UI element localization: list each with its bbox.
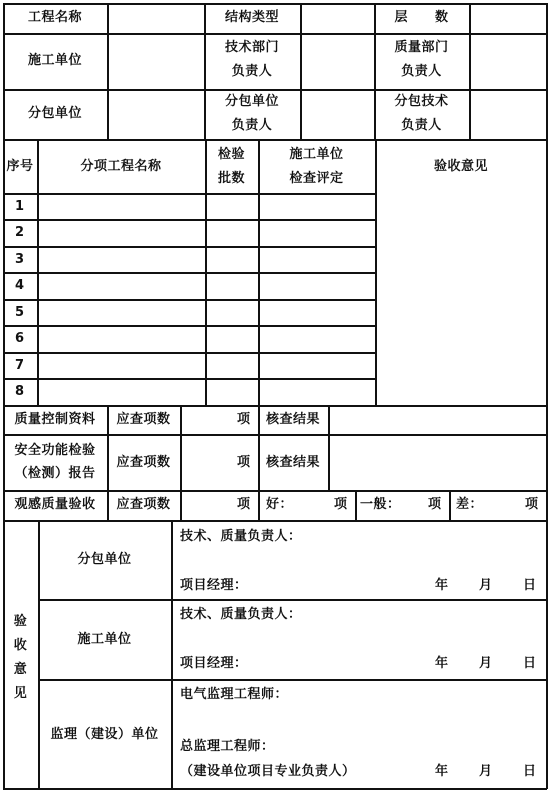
frame-right (546, 3, 548, 789)
sub-tech-head-label-1: 分包技术 (394, 94, 449, 109)
project-manager-label: 项目经理： (180, 656, 248, 671)
construction-unit-label: 施工单位 (27, 53, 82, 68)
electrical-supervisor-label: 电气监理工程师： (180, 687, 289, 702)
row-number: 1 (15, 199, 25, 214)
chief-supervisor-label: 总监理工程师： (180, 739, 275, 754)
row-number: 8 (15, 384, 25, 399)
col-seq-header: 序号 (6, 159, 34, 174)
frame-top (3, 3, 547, 5)
floors-label: 层 数 (394, 10, 449, 25)
should-check-label: 应查项数 (116, 412, 171, 427)
supervision-sign-unit: 监理（建设）单位 (50, 727, 159, 742)
row-number: 2 (15, 225, 25, 240)
tech-quality-head-label: 技术、质量负责人： (180, 607, 302, 622)
row-number: 4 (15, 278, 25, 293)
item-unit: 项 (237, 497, 251, 512)
structure-type-label: 结构类型 (224, 10, 279, 25)
day-label: 日 (523, 578, 537, 593)
row-number: 5 (15, 305, 25, 320)
col-batch-header-2: 批数 (217, 171, 245, 186)
acceptance-label-char: 见 (13, 686, 28, 701)
item-unit: 项 (237, 412, 251, 427)
item-unit: 项 (237, 455, 251, 470)
acceptance-label-char: 意 (13, 662, 28, 677)
col-eval-header-2: 检查评定 (289, 171, 344, 186)
col-batch-header-1: 检验 (217, 147, 245, 162)
item-unit: 项 (334, 497, 348, 512)
day-label: 日 (523, 656, 537, 671)
col-name-header: 分项工程名称 (80, 159, 162, 174)
acceptance-label-char: 收 (13, 638, 28, 653)
check-result-label: 核查结果 (265, 412, 320, 427)
sub-unit-head-label-2: 负责人 (231, 118, 273, 133)
col-eval-header-1: 施工单位 (289, 147, 344, 162)
project-manager-label: 项目经理： (180, 578, 248, 593)
poor-label: 差： (456, 497, 484, 512)
row-number: 6 (15, 331, 25, 346)
quality-docs-label: 质量控制资料 (14, 412, 96, 427)
row-number: 3 (15, 252, 25, 267)
month-label: 月 (479, 764, 493, 779)
safety-check-label-1: 安全功能检验 (14, 443, 96, 458)
year-label: 年 (435, 656, 449, 671)
year-label: 年 (435, 578, 449, 593)
sub-unit-head-label-1: 分包单位 (224, 94, 279, 109)
item-unit: 项 (525, 497, 539, 512)
normal-label: 一般： (360, 497, 401, 512)
good-label: 好： (266, 497, 294, 512)
tech-dept-head-label-2: 负责人 (231, 64, 273, 79)
quality-dept-head-label-2: 负责人 (401, 64, 442, 79)
month-label: 月 (479, 578, 493, 593)
construction-sign-unit: 施工单位 (77, 632, 132, 647)
frame-bottom (3, 788, 547, 790)
quality-dept-head-label-1: 质量部门 (394, 40, 449, 55)
should-check-label: 应查项数 (116, 455, 171, 470)
appearance-label: 观感质量验收 (14, 497, 96, 512)
tech-dept-head-label-1: 技术部门 (224, 40, 279, 55)
day-label: 日 (523, 764, 537, 779)
month-label: 月 (479, 656, 493, 671)
project-name-label: 工程名称 (27, 10, 82, 25)
check-result-label: 核查结果 (265, 455, 320, 470)
acceptance-label-char: 验 (13, 614, 28, 629)
subcontract-unit-label: 分包单位 (27, 106, 82, 121)
safety-check-label-2: （检测）报告 (14, 466, 96, 481)
should-check-label: 应查项数 (116, 497, 171, 512)
col-opinion-header: 验收意见 (433, 159, 488, 174)
item-unit: 项 (428, 497, 442, 512)
sub-tech-head-label-2: 负责人 (401, 118, 442, 133)
owner-rep-label: （建设单位项目专业负责人） (180, 764, 356, 779)
row-number: 7 (15, 358, 25, 373)
tech-quality-head-label: 技术、质量负责人： (180, 529, 302, 544)
subcontract-sign-unit: 分包单位 (77, 552, 132, 567)
year-label: 年 (435, 764, 449, 779)
